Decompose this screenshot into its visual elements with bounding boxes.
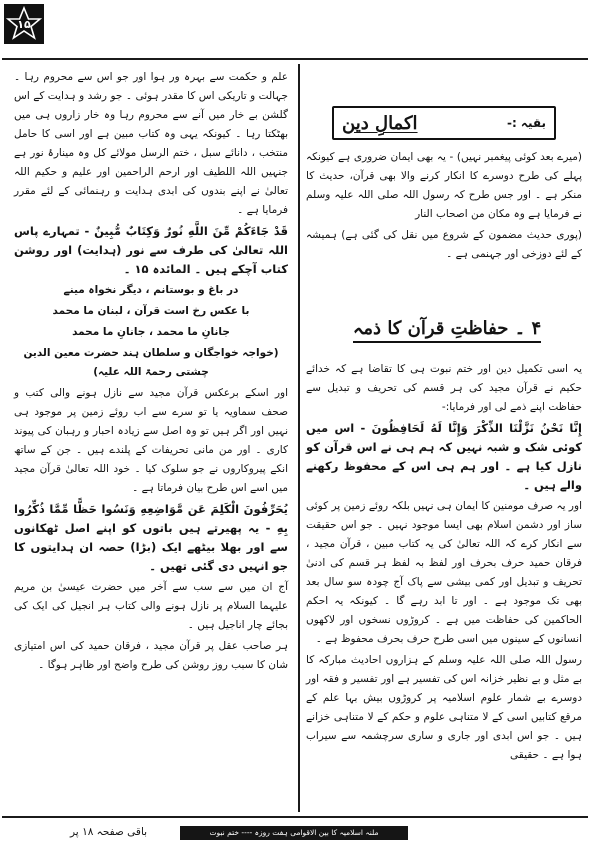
left-para-4: ہر صاحب عقل پر قرآن مجید ، فرقان حمید کی اس امتیازی شان کا سبب روز روشن کی طرح واضح اور ظاہر ہوگا ۔ <box>14 640 288 671</box>
continued-label: بقیہ :- <box>506 116 546 130</box>
right-body-3: اور یہ صرف مومنین کا ایمان ہی نہیں بلکہ روئے زمین پر کوئی ساز اور دشمن اسلام بھی ایسا موجود نہیں ۔ جو اس حقیقت سے انکار کرے کہ اللہ تعالیٰ کی یہ کتاب مبین ، قرآن مجید ، فرقان حمید حرف بحرف اور لفظ بہ لفظ ہر قسم کی ادنیٰ تحریف و تبدیل اور کمی بیشی سے پاک آج چودہ سو سال بعد بھی تک موجود ہے ۔ اور تا ابد رہے گا ۔ کیونکہ یہ احکم الحاکمین کی حفاظت میں ہے ۔ کروڑوں نسخوں اور لاکھوں انسانوں کے سینوں میں اسی طرح حرف بحرف محفوظ ہے ۔ <box>306 500 582 645</box>
section-heading: ۴ ۔ حفاظتِ قرآن کا ذمہ <box>320 318 574 350</box>
page-number: ۱۵ <box>17 18 31 31</box>
page-footer <box>0 822 590 846</box>
left-column <box>14 68 288 677</box>
right-intro-1: (میرے بعد کوئی پیغمبر نہیں) - یہ بھی ایمان ضروری ہے کیونکہ پہلے کی طرح دوسرے کا انکار کرنے والا بھی قرآن، حدیث کا منکر ہے ۔ اور جس طرح کہ رسول اللہ صلی اللہ علیہ وسلم نے فرمایا ہے وہ مکان من اصحاب النار <box>306 151 582 220</box>
article-title: اکمالِ دین <box>342 112 418 134</box>
right-body-1: یہ اسی تکمیل دین اور ختم نبوت ہی کا تقاضا ہے کہ خدائے حکیم نے قرآن مجید کی ہر قسم کی تحریف و تبدیل سے حفاظت اپنے ذمے لی اور فرمایا:- <box>306 363 582 413</box>
left-para-ayah: قَدْ جَاءَكُمْ مِّنَ اللَّهِ نُورٌ وَكِتَابٌ مُّبِينٌ - تمہارے پاس اللہ تعالیٰ کی طرف سے نور (ہدایت) اور روشن کتاب آچکے ہیں ۔ المائدہ ۱۵ ۔ <box>14 224 288 276</box>
poem-attribution: (خواجہ خواجگان و سلطان ہند حضرت معین الدین چشتی رحمۃ اللہ علیہ) <box>23 347 279 378</box>
poem-line-3: جانانِ ما محمد ، جانانِ ما محمد <box>72 326 230 338</box>
left-para-1: علم و حکمت سے بہرہ ور ہوا اور جو اس سے محروم رہا ۔ جہالت و تاریکی اس کا مقدر ہوئی ۔ جو رشد و ہدایت کے اس گلشن بے خار میں آنے سے محروم رہا وہ خار زاروں ہی میں بھٹکتا رہا ۔ کیونکہ یہی وہ کتاب مبین ہے اور اسی کا حامل منتخب ، دانائے سبل ، ختم الرسل مولائے کل وہ مینارۂ نور ہے جنہیں اللہ اللطیف اور ارحم الراحمین اور علیم و حکیم اللہ تعالیٰ نے اپنے بندوں کی ابدی ہدایت و رہنمائی کے لئے مقرر فرمایا ہے ۔ <box>14 71 288 216</box>
magazine-band: ملنہ اسلامیہ کا بین الاقوامی ہفت روزہ ---- ختم نبوت <box>180 826 408 840</box>
column-divider <box>298 64 300 812</box>
right-body-ayah: إِنَّا نَحْنُ نَزَّلْنَا الذِّكْرَ وَإِنَّا لَهُ لَحَافِظُونَ - اس میں کوئی شک و شبہ نہیں کہ ہم ہی نے اس قرآن کو نازل کیا ہے ۔ اور ہم ہی اس کے محفوظ رکھنے والے ہیں ۔ <box>306 421 582 492</box>
continued-header <box>332 106 556 140</box>
right-body-4: رسول اللہ صلی اللہ علیہ وسلم کے ہزاروں احادیث مبارکہ کا بے مثل و بے نظیر خزانہ اس کی تفسیر ہے اور تفسیر و فقہ اور دوسرے بے شمار علوم اسلامیہ پر کروڑوں بیش بہا علم کے مرقع کتابیں اسی کے لا متناہی علوم و حکم کے لا متناہی خزانے ہیں ۔ جو اس ابدی اور جاری و ساری سرچشمہ سے سیراب ہوا ہے ۔ حقیقی <box>306 654 582 761</box>
right-intro-2: (پوری حدیث مضمون کے شروع میں نقل کی گئی ہے) ہمیشہ کے لئے دوزخی اور جہنمی ہے ۔ <box>306 229 582 260</box>
poem-line-1: در باغ و بوستانم ، دیگر نخواہ مینے <box>63 284 239 296</box>
continued-reference: باقی صفحہ ۱۸ پر <box>70 826 148 838</box>
left-para-3: آج ان میں سے سب سے آخر میں حضرت عیسیٰ بن مریم علیہما السلام پر نازل ہونے والی کتاب ہر انجیل کی ایک کی بجائے چار اناجیل ہیں ۔ <box>14 581 288 631</box>
poem-line-2: با عکس رخ است قرآن ، لبنان ما محمد <box>52 305 250 317</box>
page-number-badge <box>4 4 44 44</box>
left-para-2: اور اسکے برعکس قرآن مجید سے نازل ہونے والی کتب و صحف سماویہ یا تو سرے سے اب روئے زمین پر موجود ہی نہیں اور اگر ہیں تو وہ اصل سے زیادہ احبار و رہبان کی پیوند کاری ۔ اور من مانی تحریفات کے پلندے ہیں ۔ جن کے ساتھ انکے پیروکاروں نے جو سلوک کیا ۔ خود اللہ تعالیٰ قرآن مجید میں اسے اس طرح بیان فرماتا ہے ۔ <box>14 387 288 494</box>
right-column-body <box>306 360 582 767</box>
right-column <box>306 148 582 266</box>
bottom-rule <box>2 816 588 818</box>
top-rule <box>2 58 588 60</box>
left-para-ayah-2: يُحَرِّفُونَ الْكَلِمَ عَن مَّوَاضِعِهِ وَنَسُوا حَظًّا مِّمَّا ذُكِّرُوا بِهِ - یہ پھیرتے ہیں باتوں کو اپنے اصل ٹھکانوں سے اور بھلا بیٹھے ایک (بڑا) حصہ ان ہدایتوں کا جو انہیں دی گئی تھیں ۔ <box>14 502 288 573</box>
